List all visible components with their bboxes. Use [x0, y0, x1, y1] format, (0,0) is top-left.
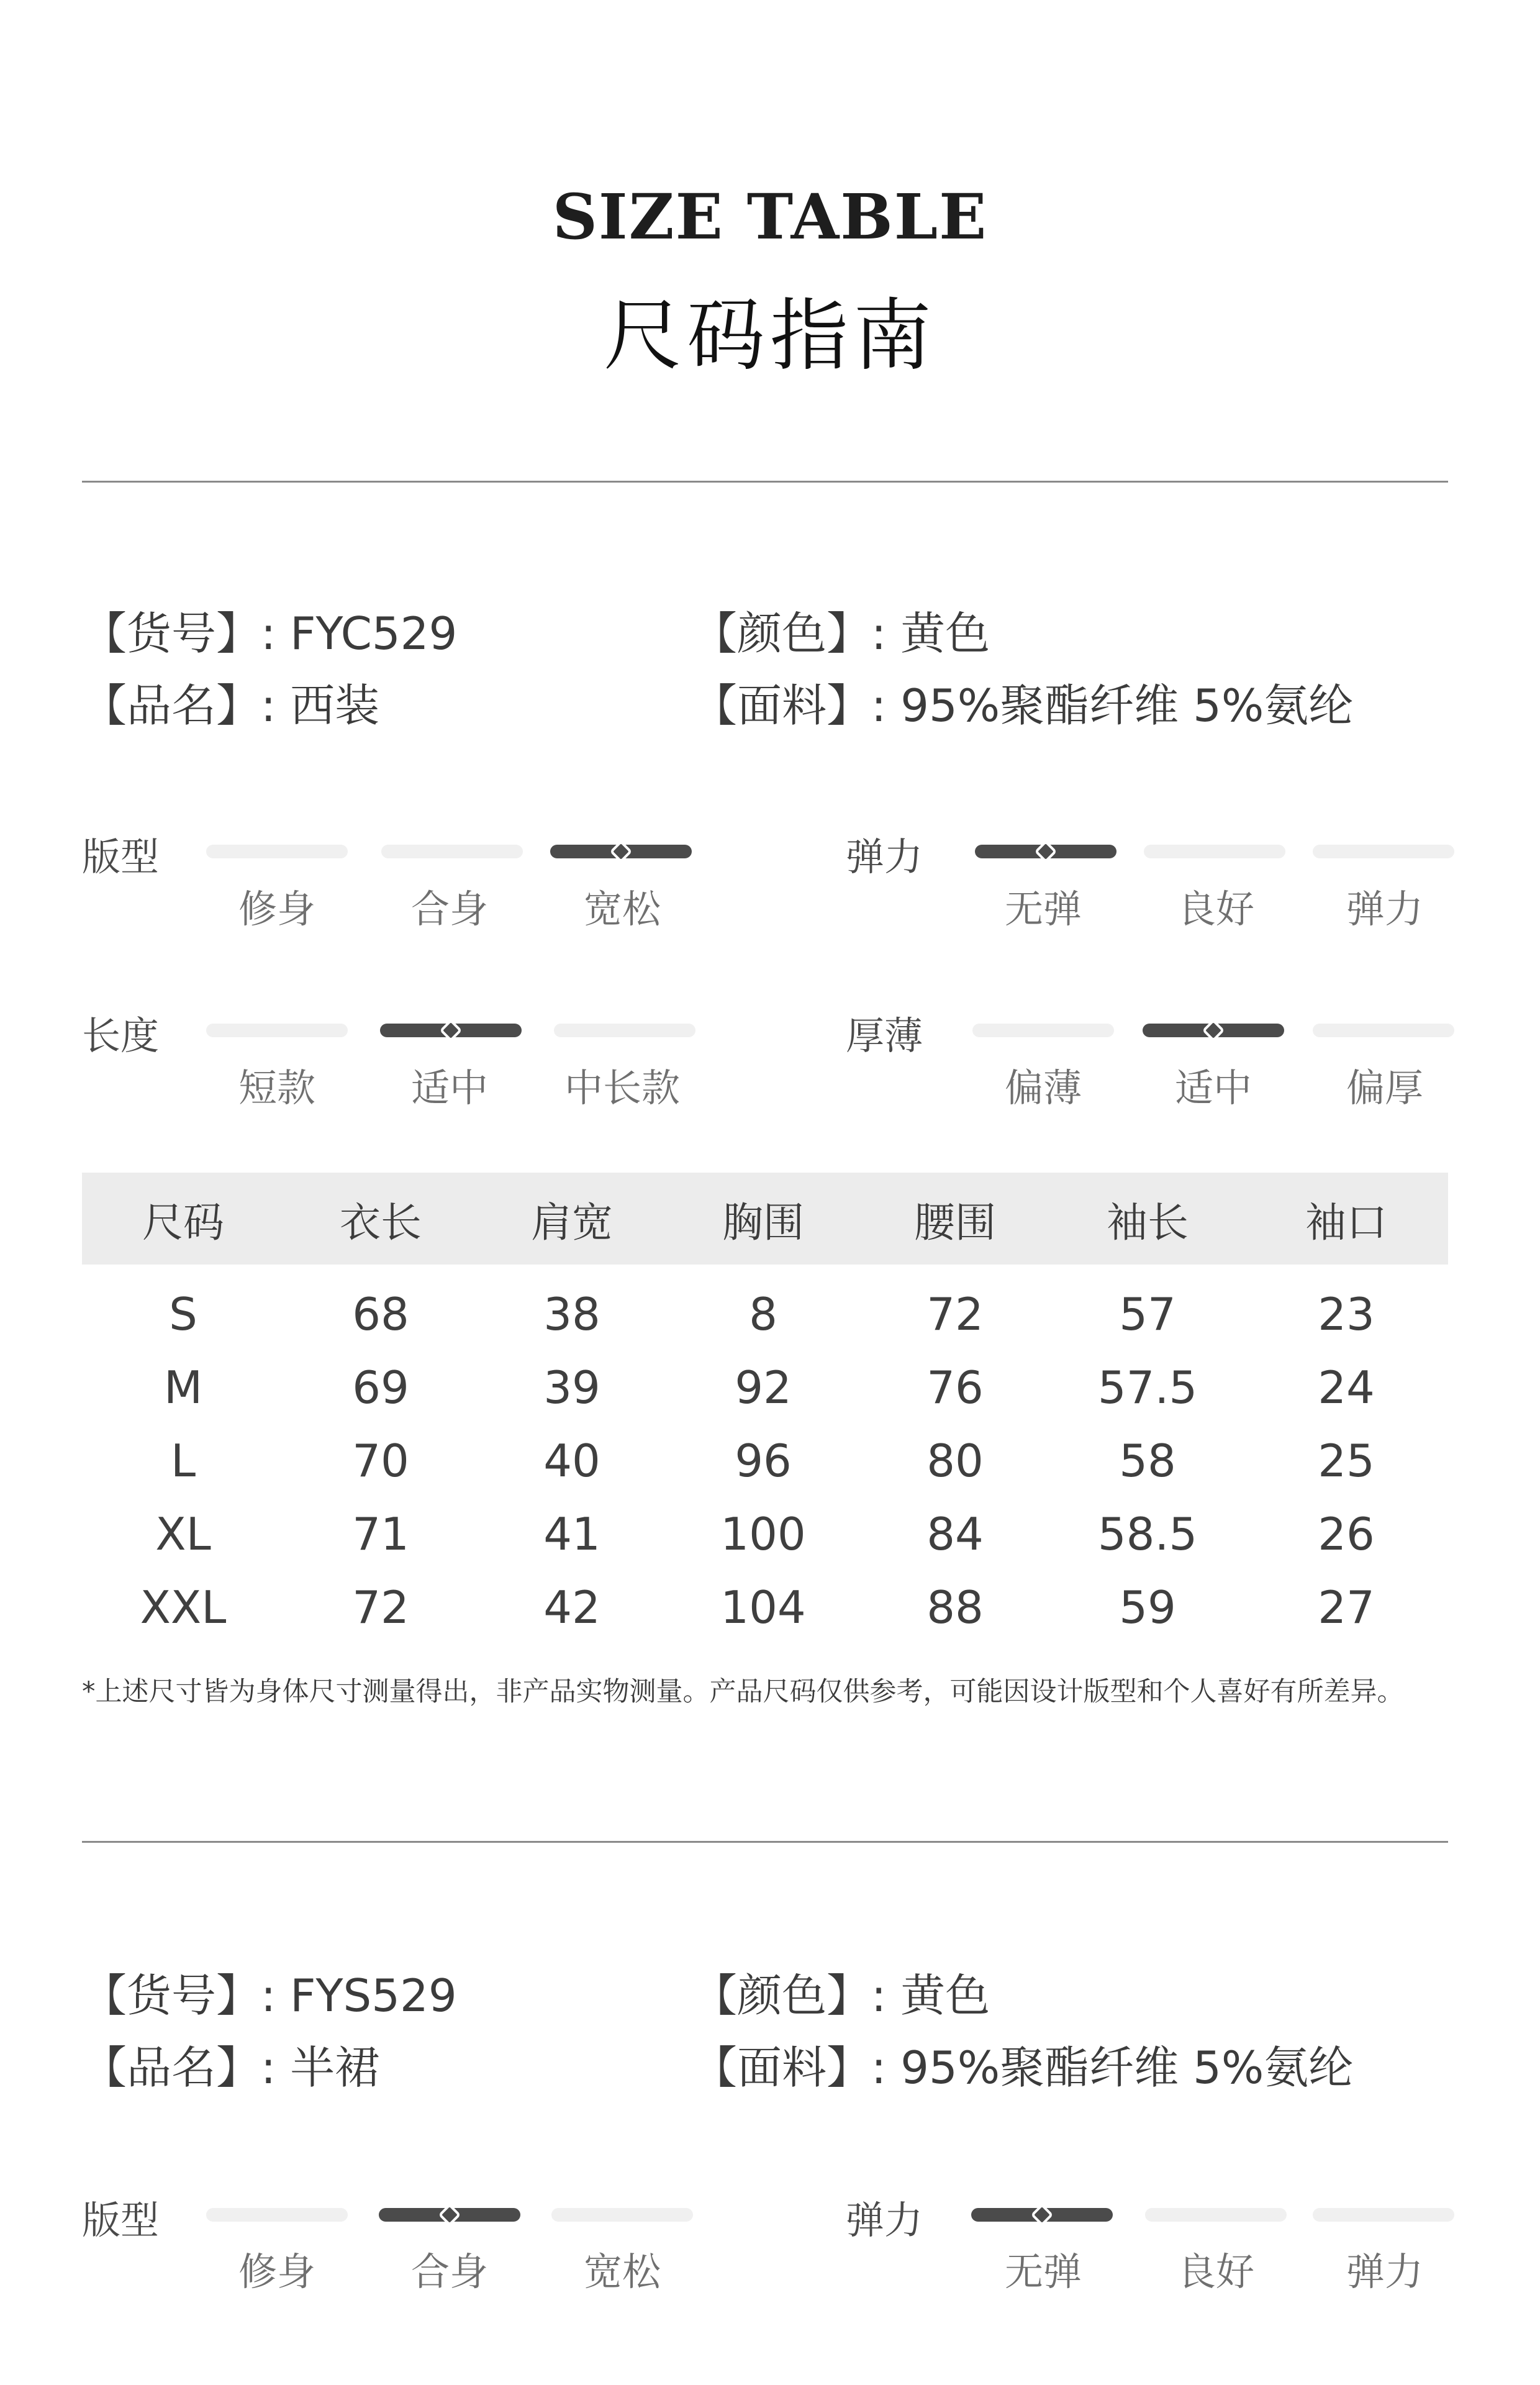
- table-cell: 92: [735, 1361, 792, 1414]
- scale-bar-selected: [971, 2208, 1113, 2222]
- divider: [82, 1841, 1448, 1843]
- table-cell: 72: [352, 1581, 409, 1633]
- table-cell: S: [169, 1288, 197, 1340]
- product-name: 【品名】: 半裙: [82, 2042, 380, 2094]
- scale-option: 宽松: [583, 886, 661, 932]
- scale-option: 中长款: [564, 1065, 680, 1111]
- scale-label: 弹力: [846, 2197, 923, 2243]
- divider: [82, 481, 1448, 483]
- scale-option: 无弹: [1004, 886, 1082, 932]
- scale-bar: [554, 1024, 695, 1037]
- product-name: 【品名】: 西装: [82, 679, 380, 732]
- table-cell: 71: [352, 1508, 409, 1560]
- scale-option: 宽松: [583, 2249, 661, 2294]
- scale-option: 短款: [238, 1065, 315, 1111]
- scale-label: 版型: [82, 2197, 160, 2243]
- scale-bar: [551, 2208, 693, 2222]
- product-fabric: 【面料】: 95%聚酯纤维 5%氨纶: [692, 2042, 1354, 2094]
- table-cell: 39: [543, 1361, 600, 1414]
- item-number: 【货号】: FYS529: [82, 1969, 457, 2022]
- scale-option: 修身: [238, 2249, 315, 2294]
- scale-label: 厚薄: [846, 1013, 923, 1058]
- header-length: 衣长: [284, 1173, 477, 1265]
- scale-label: 长度: [82, 1013, 160, 1058]
- scale-option: 良好: [1177, 886, 1254, 932]
- table-cell: 25: [1318, 1435, 1375, 1487]
- table-cell: 84: [926, 1508, 984, 1560]
- table-cell: 38: [543, 1288, 600, 1340]
- table-cell: XL: [155, 1508, 211, 1560]
- header-size: 尺码: [82, 1173, 284, 1265]
- scale-bar-selected: [380, 1024, 522, 1037]
- table-cell: 96: [735, 1435, 792, 1487]
- table-cell: 40: [543, 1435, 600, 1487]
- scale-option: 偏薄: [1004, 1065, 1082, 1111]
- table-row: [82, 1497, 1448, 1571]
- scale-option: 偏厚: [1346, 1065, 1423, 1111]
- item-number: 【货号】: FYC529: [82, 607, 458, 660]
- product-fabric: 【面料】: 95%聚酯纤维 5%氨纶: [692, 679, 1354, 732]
- table-cell: 80: [926, 1435, 984, 1487]
- table-cell: 23: [1318, 1288, 1375, 1340]
- table-cell: L: [170, 1435, 196, 1487]
- scale-bar-selected: [550, 845, 692, 858]
- scale-bar: [381, 845, 523, 858]
- table-row: [82, 1424, 1448, 1497]
- table-cell: 24: [1318, 1361, 1375, 1414]
- table-cell: 58: [1119, 1435, 1176, 1487]
- table-cell: M: [163, 1361, 203, 1414]
- scale-option: 合身: [410, 886, 488, 932]
- scale-bar: [1313, 2208, 1454, 2222]
- scale-option: 弹力: [1346, 2249, 1423, 2294]
- table-cell: 42: [543, 1581, 600, 1633]
- scale-bar-selected: [379, 2208, 520, 2222]
- header-cuff: 袖口: [1244, 1173, 1448, 1265]
- scale-bar: [1144, 845, 1285, 858]
- table-cell: 70: [352, 1435, 409, 1487]
- table-cell: 57.5: [1097, 1361, 1198, 1414]
- table-cell: 68: [352, 1288, 409, 1340]
- table-cell: 57: [1119, 1288, 1176, 1340]
- table-cell: 76: [926, 1361, 984, 1414]
- scale-option: 良好: [1177, 2249, 1254, 2294]
- scale-option: 无弹: [1004, 2249, 1082, 2294]
- scale-bar: [1145, 2208, 1287, 2222]
- header-shoulder: 肩宽: [477, 1173, 667, 1265]
- scale-bar: [206, 2208, 348, 2222]
- table-row: [82, 1571, 1448, 1644]
- table-cell: 59: [1119, 1581, 1176, 1633]
- table-cell: 88: [926, 1581, 984, 1633]
- scale-option: 弹力: [1346, 886, 1423, 932]
- table-cell: 8: [749, 1288, 777, 1340]
- table-cell: 69: [352, 1361, 409, 1414]
- scale-option: 适中: [1174, 1065, 1252, 1111]
- table-cell: 27: [1318, 1581, 1375, 1633]
- table-row: [82, 1351, 1448, 1424]
- scale-option: 修身: [238, 886, 315, 932]
- scale-bar-selected: [975, 845, 1116, 858]
- product-color: 【颜色】: 黄色: [692, 1969, 990, 2022]
- table-cell: 104: [720, 1581, 806, 1633]
- scale-bar: [972, 1024, 1114, 1037]
- table-cell: 100: [720, 1508, 806, 1560]
- scale-label: 版型: [82, 834, 160, 879]
- scale-option: 适中: [410, 1065, 488, 1111]
- scale-option: 合身: [410, 2249, 488, 2294]
- scale-bar-selected: [1143, 1024, 1284, 1037]
- scale-bar: [206, 845, 348, 858]
- table-cell: 26: [1318, 1508, 1375, 1560]
- size-table: [82, 1173, 1448, 1644]
- page-title-cn: 尺码指南: [604, 290, 936, 381]
- table-header-row: [82, 1173, 1448, 1265]
- table-row: [82, 1265, 1448, 1351]
- scale-bar: [1313, 1024, 1454, 1037]
- header-sleeve: 袖长: [1051, 1173, 1244, 1265]
- scale-bar: [1313, 845, 1454, 858]
- table-cell: 58.5: [1097, 1508, 1198, 1560]
- header-waist: 腰围: [859, 1173, 1051, 1265]
- scale-label: 弹力: [846, 834, 923, 879]
- scale-bar: [206, 1024, 348, 1037]
- table-cell: 41: [543, 1508, 600, 1560]
- header-bust: 胸围: [667, 1173, 859, 1265]
- table-cell: XXL: [140, 1581, 227, 1633]
- size-disclaimer-note: *上述尺寸皆为身体尺寸测量得出，非产品实物测量。产品尺码仅供参考，可能因设计版型和个人喜好有所差异。: [82, 1676, 1404, 1707]
- table-cell: 72: [926, 1288, 984, 1340]
- product-color: 【颜色】: 黄色: [692, 607, 990, 660]
- page-title-en: SIZE TABLE: [552, 180, 988, 253]
